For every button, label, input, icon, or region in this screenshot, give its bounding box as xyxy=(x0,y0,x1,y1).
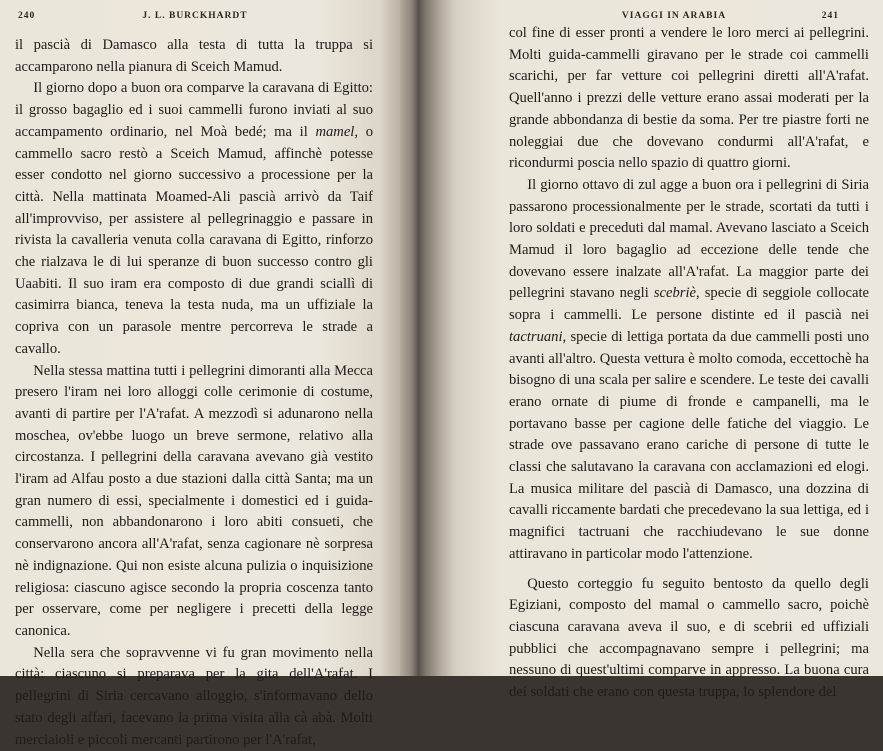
paragraph xyxy=(509,574,869,704)
paragraph xyxy=(509,175,869,566)
left-page xyxy=(0,0,400,748)
paragraph xyxy=(509,23,869,175)
left-page-number: 240 xyxy=(18,11,36,21)
paragraph xyxy=(15,78,373,360)
text-run: il pascià di Damasco alla testa di tutta la truppa si accamparono nella pianura di Sceich Mamud. xyxy=(15,37,373,75)
right-page xyxy=(437,0,883,701)
right-running-head: VIAGGI IN ARABIA xyxy=(621,11,727,21)
text-run: col fine di esser pronti a vendere le loro merci ai pellegrini. Molti guida-cammelli giravano per le strade coi cammelli scarichi, per far vetture coi pellegrini diretti all'A'rafat. Quell'anno i prezzi delle vetture erano assai moderati per la grande abbondanza di bestie da soma. Per tre piastre forti ne noleggiai due che dovevano condurmi all'A'rafat, e ricondurmi poscia nello spazio di quattro giorni. xyxy=(509,25,869,172)
text-run: Questo corteggio fu seguito bentosto da quello degli Egiziani, composto del mamal o cammello sacro, poichè ciascuna caravana aveva il suo, e di scebrii ed uffiziali pubblici che accompagnavano sempre i pellegrini; ma nessuno di quest'ultimi comparve in appresso. La buona cura dei soldati che erano con questa truppa, lo splendore del xyxy=(509,575,869,701)
book-gutter xyxy=(400,0,437,676)
text-run: Nella sera che sopravvenne vi fu gran movimento nella città: ciascuno si preparava per la gita dell'A'rafat. I pellegrini di Siria cercavano alloggio, s'informavano dello stato degli affari, facevano la prima visita alla cà abà. Molti merciaioli e piccoli mercanti partirono per l'A'rafat, xyxy=(15,644,373,748)
text-run: , specie di seggiole collocate sopra i cammelli. Le persone distinte ed il pascià nei xyxy=(509,285,869,324)
left-running-head: J. L. BURCKHARDT xyxy=(142,11,248,21)
text-run: Il giorno ottavo di zul agge a buon ora i pellegrini di Siria passarono processionalmente per le strade, scortati da tutti i loro soldati e preceduti dal mamal. Avevano lasciato a Sceich Mamud il loro bagaglio ad eccezione delle tende che dovevano essere inalzate all'A'rafat. La maggior parte dei pellegrini stavano negli xyxy=(509,176,869,302)
text-run: , specie di lettiga portata da due cammelli posti uno avanti all'altro. Questa vettura è molto comoda, eccettochè ha bisogno di una scala per salire e scendere. Le teste dei cavalli erano ornate di piume di fronde e campanelli, ma le portavano basse per cagione delle fatiche del viaggio. Le strade ove passavano erano cariche di persone di tutte le classi che salutavano la caravana con acclamazioni ed elogi. La musica militare del pascià di Damasco, una dozzina di cavalli riccamente bardati che precedevano la sua lettiga, ed i magnifici tactruani che racchiudevano le sue donne attiravano in particolar modo l'attenzione. xyxy=(509,328,869,562)
text-run: Nella stessa mattina tutti i pellegrini dimoranti alla Mecca presero l'iram nei loro alloggi colle cerimonie di costume, avanti di partire per l'A'rafat. A mezzodì si adunarono nella moschea, ov'ebbe luogo un breve sermone, relativo alla circostanza. I pellegrini della caravana avevano già vestito l'iram ad Alfau posto a due stazioni dalla città Santa; ma un gran numero di essi, specialmente i domestici ed i guida-cammelli, non abbandonarono i loro abiti consueti, che conservarono ancora all'A'rafat, senza cagionare nè sorpresa nè indignazione. Qui non esiste alcuna pulizia o inquisizione religiosa: ciascuno agisce secondo la propria coscenza tanto per osservare, come per negligere i precetti della legge canonica. xyxy=(15,362,373,639)
right-page-number: 241 xyxy=(821,11,839,21)
left-page-text xyxy=(15,35,373,751)
text-run: Il giorno dopo a buon ora comparve la caravana di Egitto: il grosso bagaglio ed i suoi cammelli furono inviati al suo accampamento ordinario, nel Moà bedé; ma il xyxy=(15,80,373,140)
paragraph xyxy=(15,35,373,78)
italic-term: scebriè xyxy=(653,285,697,302)
paragraph xyxy=(15,643,373,751)
italic-term: tactruani xyxy=(509,328,563,345)
paragraph xyxy=(15,361,373,643)
text-run: , o cammello sacro restò a Sceich Mamud, affinchè potesse esser condotto nel giorno successivo a processione per la città. Nella mattinata Moamed-Ali pascià arrivò da Taif all'improvviso, per assistere al pellegrinaggio e passare in rivista la cavalleria venuta colla caravana di Egitto, rinforzo che rialzava le di lui speranze di buon successo contro gli Uaabiti. Il suo iram era composto di due grandi sciallì di casimirra bianca, teneva la testa nuda, ma un uffiziale la copriva con un parasole mentre percorreva le strade a cavallo. xyxy=(15,123,373,357)
left-page-header xyxy=(18,11,372,25)
italic-term: mamel xyxy=(315,123,355,140)
right-page-text xyxy=(509,23,869,704)
